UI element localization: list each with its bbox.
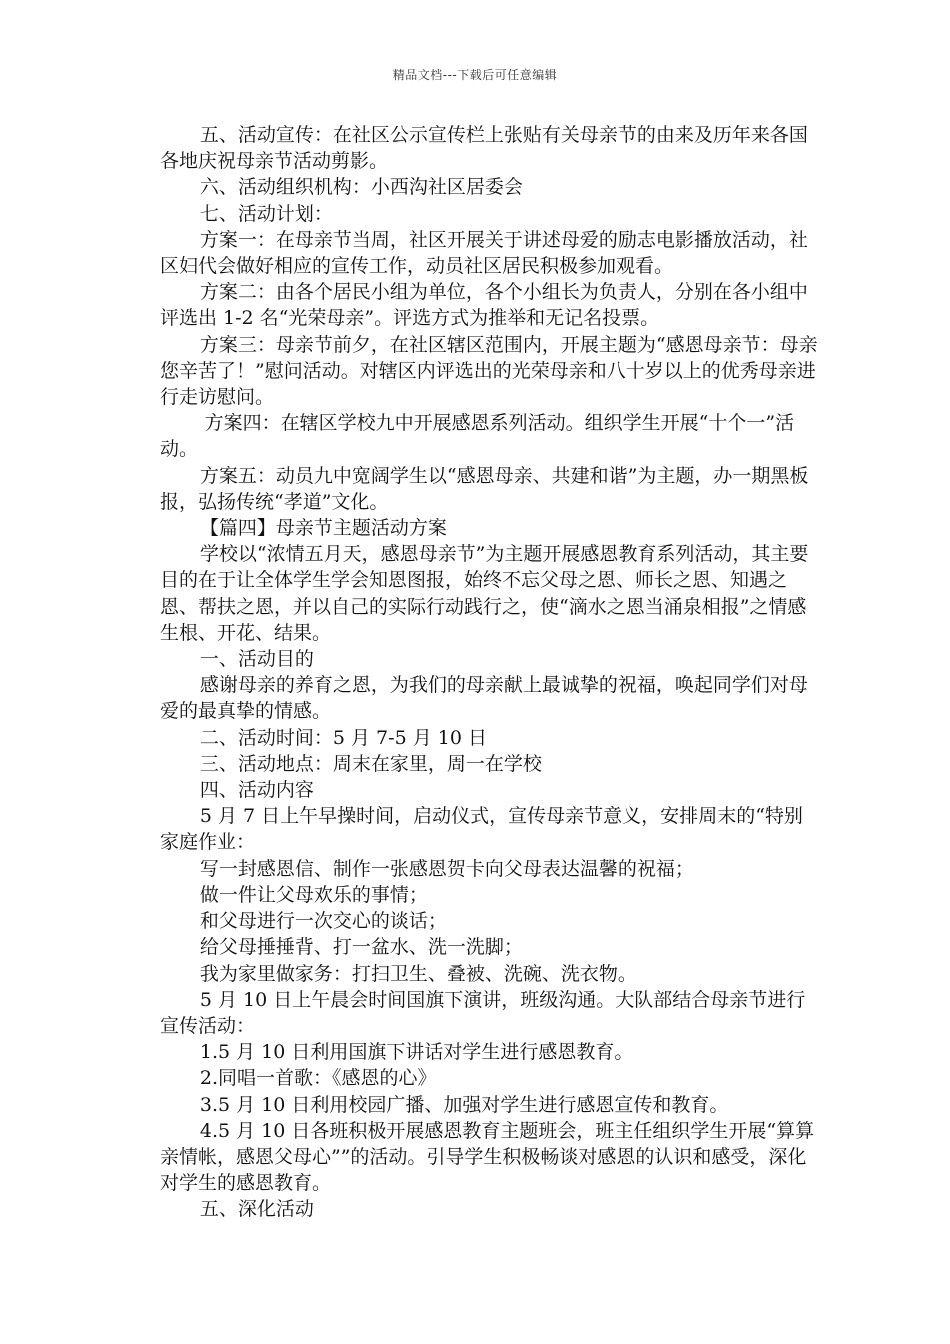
paragraph-purpose: 感谢母亲的养育之恩，为我们的母亲献上最诚挚的祝福，唤起同学们对母爱的最真挚的情感。 bbox=[160, 674, 808, 723]
paragraph-school-intro: 学校以“浓情五月天，感恩母亲节”为主题开展感恩教育系列活动，其主要目的在于让全体学生学会知恩图报，始终不忘父母之恩、师长之恩、知遇之恩、帮扶之恩，并以自己的实际行动践行之，使“滴水之恩当涌泉相报”之情感生根、开花、结果。 bbox=[160, 543, 809, 644]
paragraph-organization: 六、活动组织机构：小西沟社区居委会 bbox=[199, 176, 523, 199]
paragraph-plan-four: 方案四：在辖区学校九中开展感恩系列活动。组织学生开展“十个一”活动。 bbox=[160, 412, 795, 461]
paragraph-may-7: 5 月 7 日上午早操时间，启动仪式，宣传母亲节意义，安排周末的“特别家庭作业： bbox=[160, 805, 803, 854]
heading-deepen-activity: 五、深化活动 bbox=[199, 1198, 314, 1221]
paragraph-plan-three: 方案三：母亲节前夕，在社区辖区范围内，开展主题为“感恩母亲节：母亲您辛苦了！”慰问活动。对辖区内评选出的光荣母亲和八十岁以上的优秀母亲进行走访慰问。 bbox=[160, 333, 818, 409]
list-item-song: 2.同唱一首歌：《感恩的心》 bbox=[199, 1067, 437, 1090]
paragraph-may-10: 5 月 10 日上午晨会时间国旗下演讲，班级沟通。大队部结合母亲节进行宣传活动： bbox=[160, 988, 806, 1037]
paragraph-activity-location: 三、活动地点：周末在家里，周一在学校 bbox=[199, 752, 542, 775]
list-item-housework: 我为家里做家务：打扫卫生、叠被、洗碗、洗衣物。 bbox=[199, 962, 637, 985]
list-item-class-meeting: 4.5 月 10 日各班积极开展感恩教育主题班会，班主任组织学生开展“算算亲情帐，感恩父母心””的活动。引导学生积极畅谈对感恩的认识和感受，深化对学生的感恩教育。 bbox=[160, 1119, 815, 1195]
paragraph-plan-five: 方案五：动员九中宽阔学生以“感恩母亲、共建和谐”为主题，办一期黑板报，弘扬传统“孝道”文化。 bbox=[160, 464, 809, 513]
list-item-talk: 和父母进行一次交心的谈话； bbox=[199, 910, 447, 933]
page-header: 精品文档---下载后可任意编辑 bbox=[392, 68, 558, 82]
section-heading-part-four: 【篇四】母亲节主题活动方案 bbox=[199, 517, 447, 540]
paragraph-activity-publicity: 五、活动宣传：在社区公示宣传栏上张贴有关母亲节的由来及历年来各国各地庆祝母亲节活动剪影。 bbox=[160, 124, 808, 173]
paragraph-activity-plan: 七、活动计划： bbox=[199, 202, 333, 225]
list-item-letter: 写一封感恩信、制作一张感恩贺卡向父母表达温馨的祝福； bbox=[199, 857, 694, 880]
heading-activity-purpose: 一、活动目的 bbox=[199, 648, 314, 671]
paragraph-plan-one: 方案一：在母亲节当周，社区开展关于讲述母爱的励志电影播放活动，社区妇代会做好相应的宣传工作，动员社区居民积极参加观看。 bbox=[160, 228, 808, 278]
heading-activity-content: 四、活动内容 bbox=[199, 779, 314, 802]
list-item-massage: 给父母捶捶背、打一盆水、洗一洗脚； bbox=[199, 936, 523, 959]
paragraph-plan-two: 方案二：由各个居民小组为单位，各个小组长为负责人，分别在各小组中评选出 1-2 名“光荣母亲”。评选方式为推举和无记名投票。 bbox=[160, 281, 808, 330]
list-item-happy-thing: 做一件让父母欢乐的事情； bbox=[199, 883, 428, 906]
list-item-flag-speech: 1.5 月 10 日利用国旗下讲话对学生进行感恩教育。 bbox=[199, 1041, 634, 1064]
document-body bbox=[160, 122, 820, 1223]
list-item-broadcast: 3.5 月 10 日利用校园广播、加强对学生进行感恩宣传和教育。 bbox=[199, 1093, 729, 1116]
paragraph-activity-time: 二、活动时间：5 月 7-5 月 10 日 bbox=[199, 726, 487, 749]
